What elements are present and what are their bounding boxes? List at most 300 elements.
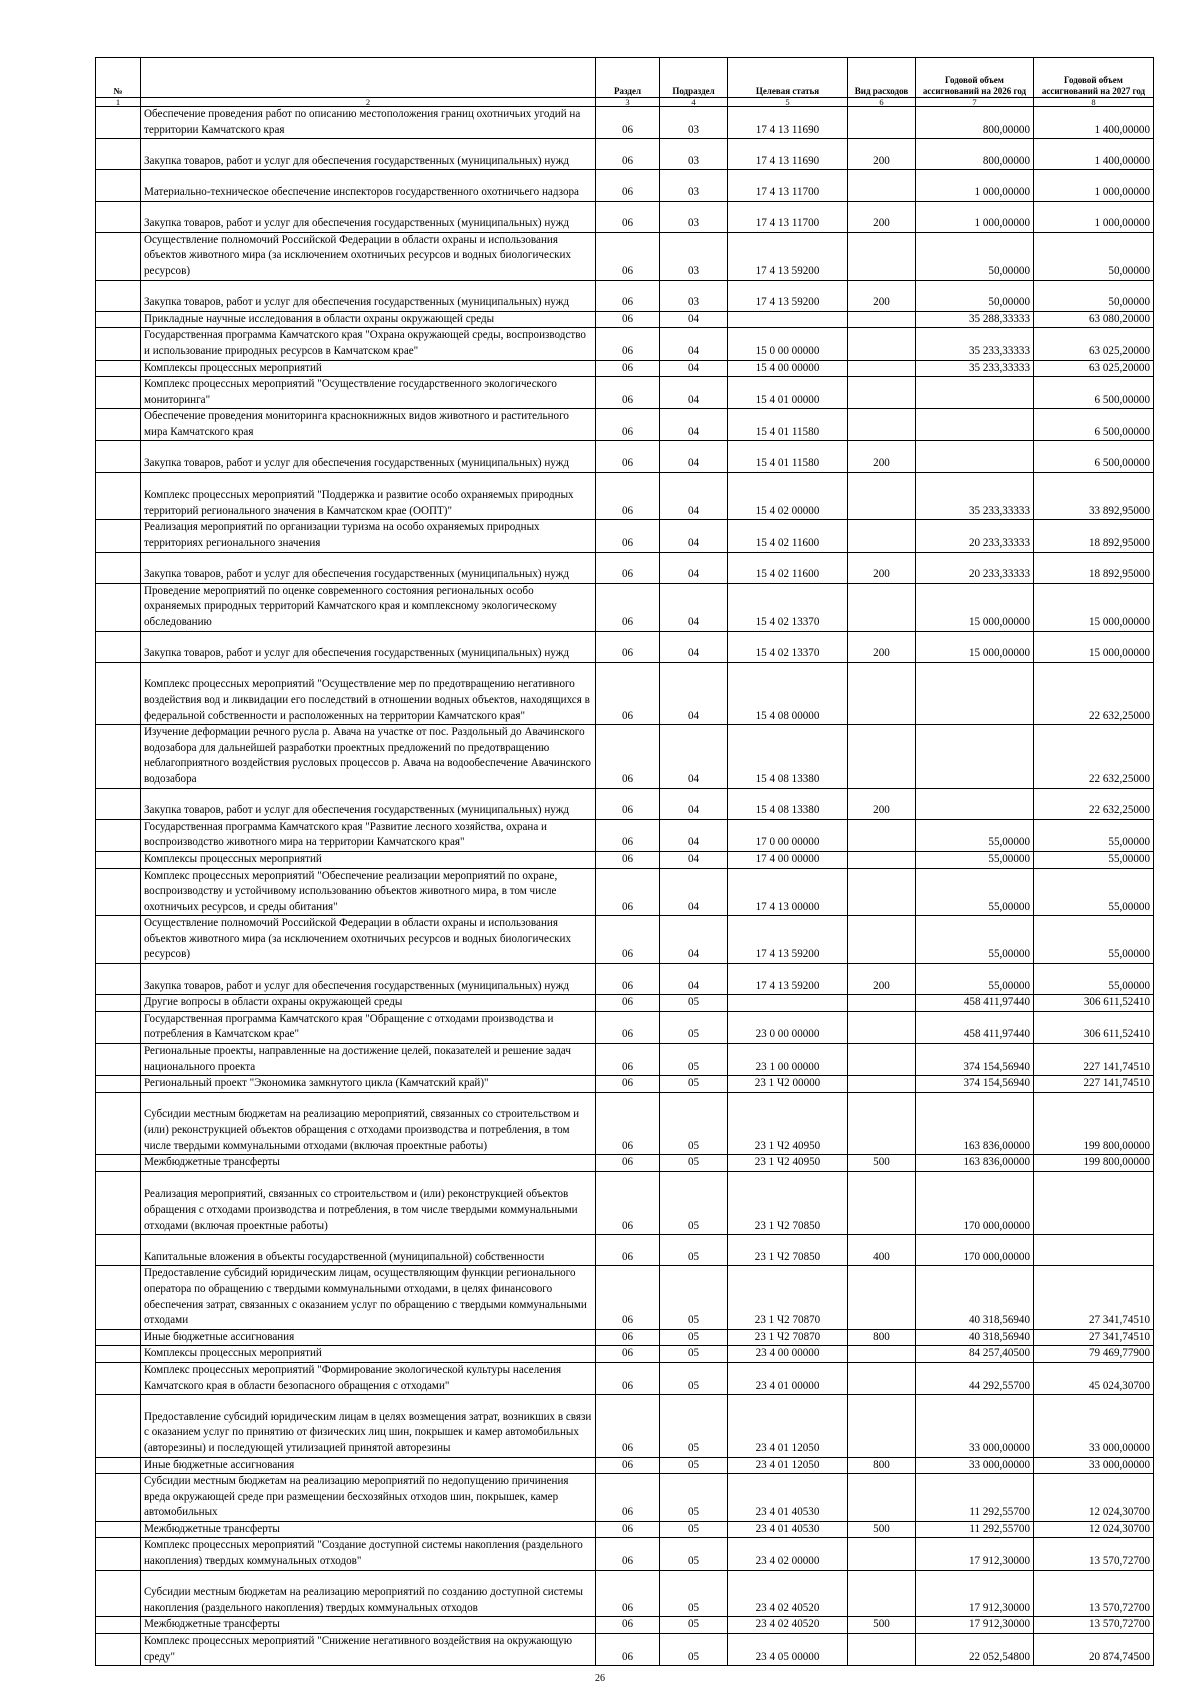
- cell-name: Осуществление полномочий Российской Федерации в области охраны и использования объектов животного мира (за исключением охотничьих ресурсов и водных биологических ресурсов): [141, 232, 596, 280]
- cell-target-item: 23 1 Ч2 70850: [728, 1171, 848, 1234]
- cell-podrazdel: 05: [660, 1362, 728, 1394]
- table-row: [96, 1235, 1154, 1266]
- cell-amount-2027: 13 570,72700: [1034, 1617, 1154, 1634]
- table-row: [96, 1395, 1154, 1457]
- cell-amount-2026: 50,00000: [916, 280, 1034, 311]
- cell-target-item: 23 0 00 00000: [728, 1011, 848, 1043]
- cell-number: [96, 552, 141, 583]
- cell-target-item: 15 4 08 00000: [728, 662, 848, 724]
- cell-expense-type: [848, 1570, 916, 1617]
- cell-expense-type: [848, 1171, 916, 1234]
- table-row: [96, 1155, 1154, 1172]
- cell-expense-type: [848, 916, 916, 964]
- cell-razdel: 06: [596, 1266, 660, 1329]
- table-row: [96, 520, 1154, 552]
- cell-razdel: 06: [596, 139, 660, 170]
- cell-amount-2026: 84 257,40500: [916, 1346, 1034, 1363]
- cell-razdel: 06: [596, 916, 660, 964]
- cell-amount-2026: 800,00000: [916, 139, 1034, 170]
- cell-amount-2027: 33 000,00000: [1034, 1457, 1154, 1474]
- cell-number: [96, 1474, 141, 1522]
- cell-number: [96, 472, 141, 520]
- table-header-row: [96, 58, 1154, 98]
- cell-name: Комплекс процессных мероприятий "Обеспечение реализации мероприятий по охране, воспроизводству и устойчивому использованию объектов животного мира, в том числе охотничьих ресурсов, и среды обитания": [141, 868, 596, 916]
- cell-target-item: 23 4 01 00000: [728, 1362, 848, 1394]
- cell-podrazdel: 04: [660, 868, 728, 916]
- cell-name: Закупка товаров, работ и услуг для обеспечения государственных (муниципальных) нужд: [141, 964, 596, 995]
- col-number: 1: [96, 98, 141, 107]
- cell-target-item: 17 4 13 11690: [728, 107, 848, 139]
- table-row: [96, 1011, 1154, 1043]
- col-number: 2: [141, 98, 596, 107]
- cell-number: [96, 1457, 141, 1474]
- cell-amount-2026: 35 233,33333: [916, 328, 1034, 360]
- cell-amount-2026: 55,00000: [916, 851, 1034, 868]
- cell-name: Иные бюджетные ассигнования: [141, 1329, 596, 1346]
- cell-expense-type: [848, 851, 916, 868]
- cell-amount-2026: 35 288,33333: [916, 311, 1034, 328]
- table-row: [96, 631, 1154, 662]
- cell-name: Предоставление субсидий юридическим лицам, осуществляющим функции регионального оператора по обращению с твердыми коммунальными отходами, в целях финансового обеспечения затрат, связанных с оказанием услуг по обращению с твердыми коммунальными отходами: [141, 1266, 596, 1329]
- table-row: [96, 916, 1154, 964]
- budget-table: [95, 57, 1154, 1666]
- cell-name: Другие вопросы в области охраны окружающей среды: [141, 995, 596, 1012]
- cell-name: Капитальные вложения в объекты государственной (муниципальной) собственности: [141, 1235, 596, 1266]
- cell-expense-type: [848, 1044, 916, 1076]
- cell-expense-type: [848, 409, 916, 441]
- cell-name: Межбюджетные трансферты: [141, 1155, 596, 1172]
- cell-target-item: 15 4 02 13370: [728, 583, 848, 631]
- cell-amount-2026: [916, 441, 1034, 472]
- cell-razdel: 06: [596, 1634, 660, 1666]
- table-row: [96, 201, 1154, 232]
- cell-expense-type: [848, 1474, 916, 1522]
- cell-name: Закупка товаров, работ и услуг для обеспечения государственных (муниципальных) нужд: [141, 201, 596, 232]
- cell-number: [96, 1155, 141, 1172]
- table-row: [96, 170, 1154, 201]
- table-row: [96, 1457, 1154, 1474]
- table-row: [96, 441, 1154, 472]
- cell-razdel: 06: [596, 1235, 660, 1266]
- cell-amount-2027: 63 080,20000: [1034, 311, 1154, 328]
- cell-amount-2027: 55,00000: [1034, 819, 1154, 851]
- cell-expense-type: 500: [848, 1155, 916, 1172]
- cell-amount-2026: 800,00000: [916, 107, 1034, 139]
- cell-amount-2027: 306 611,52410: [1034, 1011, 1154, 1043]
- cell-amount-2026: [916, 377, 1034, 409]
- cell-number: [96, 1395, 141, 1457]
- cell-number: [96, 170, 141, 201]
- cell-amount-2027: 20 874,74500: [1034, 1634, 1154, 1666]
- col-number: 5: [728, 98, 848, 107]
- cell-amount-2026: 35 233,33333: [916, 360, 1034, 377]
- cell-target-item: 23 4 01 12050: [728, 1395, 848, 1457]
- cell-amount-2027: 6 500,00000: [1034, 441, 1154, 472]
- cell-target-item: 15 4 08 13380: [728, 725, 848, 788]
- cell-amount-2026: 11 292,55700: [916, 1521, 1034, 1538]
- cell-razdel: 06: [596, 311, 660, 328]
- cell-amount-2027: 27 341,74510: [1034, 1266, 1154, 1329]
- cell-amount-2026: 17 912,30000: [916, 1538, 1034, 1570]
- cell-target-item: 17 4 13 59200: [728, 280, 848, 311]
- cell-number: [96, 1171, 141, 1234]
- cell-amount-2027: 12 024,30700: [1034, 1474, 1154, 1522]
- cell-name: Предоставление субсидий юридическим лицам в целях возмещения затрат, возникших в связи с оказанием услуг по принятию от физических лиц шин, покрышек и камер автомобильных (авторезины) и последующей утилизацией принятой авторезины: [141, 1395, 596, 1457]
- cell-number: [96, 1235, 141, 1266]
- cell-amount-2026: 15 000,00000: [916, 583, 1034, 631]
- cell-target-item: 17 4 13 11700: [728, 201, 848, 232]
- table-row: [96, 139, 1154, 170]
- cell-target-item: 17 4 13 11700: [728, 170, 848, 201]
- cell-podrazdel: 05: [660, 1076, 728, 1093]
- cell-target-item: 15 4 01 11580: [728, 409, 848, 441]
- cell-name: Региональные проекты, направленные на достижение целей, показателей и решение задач национального проекта: [141, 1044, 596, 1076]
- cell-expense-type: 200: [848, 139, 916, 170]
- cell-razdel: 06: [596, 725, 660, 788]
- cell-expense-type: [848, 995, 916, 1012]
- cell-number: [96, 360, 141, 377]
- cell-podrazdel: 05: [660, 1538, 728, 1570]
- cell-razdel: 06: [596, 1329, 660, 1346]
- cell-name: Иные бюджетные ассигнования: [141, 1457, 596, 1474]
- cell-razdel: 06: [596, 328, 660, 360]
- cell-amount-2026: 170 000,00000: [916, 1171, 1034, 1234]
- cell-razdel: 06: [596, 662, 660, 724]
- table-row: [96, 472, 1154, 520]
- cell-amount-2027: 18 892,95000: [1034, 552, 1154, 583]
- table-row: [96, 1044, 1154, 1076]
- cell-podrazdel: 05: [660, 1457, 728, 1474]
- table-row: [96, 1076, 1154, 1093]
- cell-number: [96, 107, 141, 139]
- cell-razdel: 06: [596, 583, 660, 631]
- cell-target-item: [728, 995, 848, 1012]
- cell-target-item: 23 1 Ч2 40950: [728, 1092, 848, 1154]
- cell-amount-2026: 15 000,00000: [916, 631, 1034, 662]
- cell-razdel: 06: [596, 964, 660, 995]
- cell-number: [96, 139, 141, 170]
- cell-razdel: 06: [596, 107, 660, 139]
- cell-number: [96, 1011, 141, 1043]
- cell-number: [96, 1570, 141, 1617]
- cell-target-item: 15 4 08 13380: [728, 788, 848, 819]
- cell-podrazdel: 04: [660, 916, 728, 964]
- table-row: [96, 964, 1154, 995]
- cell-amount-2026: 374 154,56940: [916, 1076, 1034, 1093]
- cell-razdel: 06: [596, 170, 660, 201]
- cell-expense-type: [848, 472, 916, 520]
- cell-name: Закупка товаров, работ и услуг для обеспечения государственных (муниципальных) нужд: [141, 441, 596, 472]
- cell-number: [96, 328, 141, 360]
- cell-amount-2027: 13 570,72700: [1034, 1538, 1154, 1570]
- cell-amount-2027: 12 024,30700: [1034, 1521, 1154, 1538]
- cell-number: [96, 1076, 141, 1093]
- cell-podrazdel: 03: [660, 139, 728, 170]
- cell-expense-type: [848, 819, 916, 851]
- cell-target-item: 23 1 Ч2 70870: [728, 1329, 848, 1346]
- cell-razdel: 06: [596, 1346, 660, 1363]
- cell-podrazdel: 04: [660, 662, 728, 724]
- cell-amount-2026: 40 318,56940: [916, 1329, 1034, 1346]
- cell-razdel: 06: [596, 1457, 660, 1474]
- cell-expense-type: [848, 1538, 916, 1570]
- cell-target-item: 23 4 01 12050: [728, 1457, 848, 1474]
- page-number: 26: [595, 1673, 605, 1684]
- cell-target-item: 23 4 02 40520: [728, 1617, 848, 1634]
- cell-number: [96, 1044, 141, 1076]
- cell-amount-2027: 50,00000: [1034, 280, 1154, 311]
- table-row: [96, 232, 1154, 280]
- cell-razdel: 06: [596, 995, 660, 1012]
- cell-amount-2026: [916, 788, 1034, 819]
- cell-podrazdel: 05: [660, 1044, 728, 1076]
- cell-podrazdel: 04: [660, 377, 728, 409]
- cell-razdel: 06: [596, 377, 660, 409]
- cell-podrazdel: 04: [660, 472, 728, 520]
- cell-amount-2027: 33 892,95000: [1034, 472, 1154, 520]
- cell-expense-type: [848, 232, 916, 280]
- cell-amount-2026: [916, 662, 1034, 724]
- cell-name: Материально-техническое обеспечение инспекторов государственного охотничьего надзора: [141, 170, 596, 201]
- cell-razdel: 06: [596, 1395, 660, 1457]
- cell-amount-2027: 63 025,20000: [1034, 360, 1154, 377]
- cell-razdel: 06: [596, 788, 660, 819]
- cell-target-item: 17 4 13 59200: [728, 232, 848, 280]
- table-row: [96, 1362, 1154, 1394]
- cell-target-item: 23 4 02 00000: [728, 1538, 848, 1570]
- cell-razdel: 06: [596, 552, 660, 583]
- cell-expense-type: 200: [848, 280, 916, 311]
- col-header-expense-type: Вид расходов: [848, 58, 916, 98]
- cell-amount-2026: 44 292,55700: [916, 1362, 1034, 1394]
- cell-amount-2027: 1 400,00000: [1034, 139, 1154, 170]
- cell-amount-2026: 20 233,33333: [916, 520, 1034, 552]
- cell-number: [96, 788, 141, 819]
- cell-name: Комплекс процессных мероприятий "Создание доступной системы накопления (раздельного накопления) твердых коммунальных отходов": [141, 1538, 596, 1570]
- cell-amount-2027: 79 469,77900: [1034, 1346, 1154, 1363]
- cell-expense-type: 500: [848, 1521, 916, 1538]
- cell-target-item: 23 4 01 40530: [728, 1521, 848, 1538]
- cell-podrazdel: 03: [660, 107, 728, 139]
- col-header-number: №: [96, 58, 141, 98]
- cell-target-item: 17 4 13 00000: [728, 868, 848, 916]
- table-row: [96, 1617, 1154, 1634]
- table-row: [96, 1266, 1154, 1329]
- table-row: [96, 552, 1154, 583]
- cell-target-item: 23 1 00 00000: [728, 1044, 848, 1076]
- cell-target-item: 23 1 Ч2 40950: [728, 1155, 848, 1172]
- cell-podrazdel: 03: [660, 232, 728, 280]
- cell-expense-type: [848, 377, 916, 409]
- cell-number: [96, 1521, 141, 1538]
- cell-amount-2026: 11 292,55700: [916, 1474, 1034, 1522]
- cell-amount-2026: 55,00000: [916, 819, 1034, 851]
- col-number: 6: [848, 98, 916, 107]
- cell-razdel: 06: [596, 1570, 660, 1617]
- cell-razdel: 06: [596, 851, 660, 868]
- cell-podrazdel: 05: [660, 1235, 728, 1266]
- cell-amount-2027: 55,00000: [1034, 916, 1154, 964]
- cell-podrazdel: 04: [660, 552, 728, 583]
- cell-razdel: 06: [596, 631, 660, 662]
- table-row: [96, 868, 1154, 916]
- cell-number: [96, 819, 141, 851]
- cell-podrazdel: 03: [660, 201, 728, 232]
- cell-podrazdel: 05: [660, 1521, 728, 1538]
- cell-podrazdel: 03: [660, 280, 728, 311]
- cell-number: [96, 725, 141, 788]
- cell-expense-type: [848, 311, 916, 328]
- cell-razdel: 06: [596, 1011, 660, 1043]
- table-row: [96, 1538, 1154, 1570]
- cell-target-item: [728, 311, 848, 328]
- cell-number: [96, 631, 141, 662]
- cell-amount-2027: 199 800,00000: [1034, 1155, 1154, 1172]
- cell-expense-type: 500: [848, 1617, 916, 1634]
- cell-razdel: 06: [596, 819, 660, 851]
- cell-podrazdel: 04: [660, 788, 728, 819]
- cell-amount-2027: 33 000,00000: [1034, 1395, 1154, 1457]
- cell-number: [96, 201, 141, 232]
- cell-amount-2027: 6 500,00000: [1034, 409, 1154, 441]
- cell-amount-2027: 15 000,00000: [1034, 583, 1154, 631]
- cell-expense-type: [848, 1346, 916, 1363]
- table-row: [96, 1329, 1154, 1346]
- cell-number: [96, 995, 141, 1012]
- cell-razdel: 06: [596, 1474, 660, 1522]
- cell-expense-type: [848, 725, 916, 788]
- cell-target-item: 17 4 13 11690: [728, 139, 848, 170]
- cell-razdel: 06: [596, 360, 660, 377]
- cell-name: Реализация мероприятий по организации туризма на особо охраняемых природных территориях регионального значения: [141, 520, 596, 552]
- col-header-amount-2027: Годовой объем ассигнований на 2027 год: [1034, 58, 1154, 98]
- cell-expense-type: 400: [848, 1235, 916, 1266]
- cell-target-item: 15 4 00 00000: [728, 360, 848, 377]
- cell-amount-2027: 13 570,72700: [1034, 1570, 1154, 1617]
- cell-podrazdel: 05: [660, 1395, 728, 1457]
- cell-name: Комплексы процессных мероприятий: [141, 360, 596, 377]
- cell-amount-2027: 6 500,00000: [1034, 377, 1154, 409]
- cell-razdel: 06: [596, 520, 660, 552]
- cell-name: Реализация мероприятий, связанных со строительством и (или) реконструкцией объектов обращения с отходами производства и потребления, в том числе твердыми коммунальными отходами (включая проектные работы): [141, 1171, 596, 1234]
- cell-target-item: 23 1 Ч2 70870: [728, 1266, 848, 1329]
- cell-amount-2026: 20 233,33333: [916, 552, 1034, 583]
- cell-amount-2027: 27 341,74510: [1034, 1329, 1154, 1346]
- cell-number: [96, 280, 141, 311]
- column-number-row: [96, 98, 1154, 107]
- cell-number: [96, 916, 141, 964]
- cell-amount-2027: 45 024,30700: [1034, 1362, 1154, 1394]
- cell-target-item: 23 1 Ч2 00000: [728, 1076, 848, 1093]
- cell-name: Закупка товаров, работ и услуг для обеспечения государственных (муниципальных) нужд: [141, 631, 596, 662]
- cell-amount-2026: 170 000,00000: [916, 1235, 1034, 1266]
- col-header-razdel: Раздел: [596, 58, 660, 98]
- cell-podrazdel: 04: [660, 725, 728, 788]
- cell-expense-type: [848, 1266, 916, 1329]
- cell-number: [96, 851, 141, 868]
- cell-podrazdel: 03: [660, 170, 728, 201]
- cell-expense-type: [848, 328, 916, 360]
- table-row: [96, 819, 1154, 851]
- cell-amount-2027: 22 632,25000: [1034, 788, 1154, 819]
- cell-podrazdel: 05: [660, 1171, 728, 1234]
- cell-razdel: 06: [596, 1521, 660, 1538]
- table-row: [96, 1570, 1154, 1617]
- cell-razdel: 06: [596, 409, 660, 441]
- cell-amount-2026: 33 000,00000: [916, 1457, 1034, 1474]
- cell-podrazdel: 04: [660, 583, 728, 631]
- cell-amount-2027: [1034, 1171, 1154, 1234]
- cell-name: Государственная программа Камчатского края "Охрана окружающей среды, воспроизводство и использование природных ресурсов в Камчатском крае": [141, 328, 596, 360]
- cell-expense-type: 200: [848, 441, 916, 472]
- cell-name: Осуществление полномочий Российской Федерации в области охраны и использования объектов животного мира (за исключением охотничьих ресурсов и водных биологических ресурсов): [141, 916, 596, 964]
- cell-amount-2026: 40 318,56940: [916, 1266, 1034, 1329]
- cell-amount-2027: 22 632,25000: [1034, 662, 1154, 724]
- cell-expense-type: [848, 1076, 916, 1093]
- table-row: [96, 360, 1154, 377]
- cell-expense-type: 200: [848, 964, 916, 995]
- table-row: [96, 1521, 1154, 1538]
- col-number: 7: [916, 98, 1034, 107]
- cell-podrazdel: 05: [660, 1329, 728, 1346]
- cell-podrazdel: 04: [660, 441, 728, 472]
- table-row: [96, 1346, 1154, 1363]
- cell-amount-2026: 374 154,56940: [916, 1044, 1034, 1076]
- cell-amount-2027: 199 800,00000: [1034, 1092, 1154, 1154]
- cell-expense-type: 800: [848, 1329, 916, 1346]
- cell-amount-2027: 1 000,00000: [1034, 201, 1154, 232]
- cell-razdel: 06: [596, 201, 660, 232]
- cell-amount-2027: 55,00000: [1034, 851, 1154, 868]
- cell-number: [96, 1617, 141, 1634]
- cell-amount-2027: 22 632,25000: [1034, 725, 1154, 788]
- cell-target-item: 17 4 13 59200: [728, 964, 848, 995]
- cell-name: Государственная программа Камчатского края "Развитие лесного хозяйства, охрана и воспроизводство животного мира на территории Камчатского края": [141, 819, 596, 851]
- cell-name: Изучение деформации речного русла р. Авача на участке от пос. Раздольный до Авачинского водозабора для дальнейшей разработки проектных предложений по предотвращению неблагоприятного воздействия русловых процессов р. Авача на водообеспечение Авачинского водозабора: [141, 725, 596, 788]
- cell-amount-2026: 1 000,00000: [916, 201, 1034, 232]
- cell-target-item: 17 4 00 00000: [728, 851, 848, 868]
- table-row: [96, 851, 1154, 868]
- cell-razdel: 06: [596, 441, 660, 472]
- cell-name: Комплексы процессных мероприятий: [141, 1346, 596, 1363]
- table-row: [96, 280, 1154, 311]
- table-row: [96, 662, 1154, 724]
- cell-expense-type: [848, 1395, 916, 1457]
- cell-number: [96, 1346, 141, 1363]
- cell-razdel: 06: [596, 868, 660, 916]
- cell-amount-2026: 1 000,00000: [916, 170, 1034, 201]
- col-number: 3: [596, 98, 660, 107]
- cell-podrazdel: 05: [660, 1092, 728, 1154]
- cell-amount-2026: [916, 725, 1034, 788]
- cell-expense-type: [848, 1092, 916, 1154]
- col-number: 4: [660, 98, 728, 107]
- cell-razdel: 06: [596, 1538, 660, 1570]
- col-header-podrazdel: Подраздел: [660, 58, 728, 98]
- cell-target-item: 15 4 02 11600: [728, 520, 848, 552]
- cell-amount-2027: 227 141,74510: [1034, 1076, 1154, 1093]
- cell-podrazdel: 04: [660, 631, 728, 662]
- table-row: [96, 1171, 1154, 1234]
- cell-target-item: 23 4 02 40520: [728, 1570, 848, 1617]
- cell-number: [96, 1634, 141, 1666]
- cell-name: Обеспечение проведения работ по описанию местоположения границ охотничьих угодий на территории Камчатского края: [141, 107, 596, 139]
- cell-podrazdel: 04: [660, 819, 728, 851]
- cell-podrazdel: 05: [660, 1266, 728, 1329]
- cell-expense-type: [848, 170, 916, 201]
- cell-podrazdel: 05: [660, 995, 728, 1012]
- cell-name: Региональный проект "Экономика замкнутого цикла (Камчатский край)": [141, 1076, 596, 1093]
